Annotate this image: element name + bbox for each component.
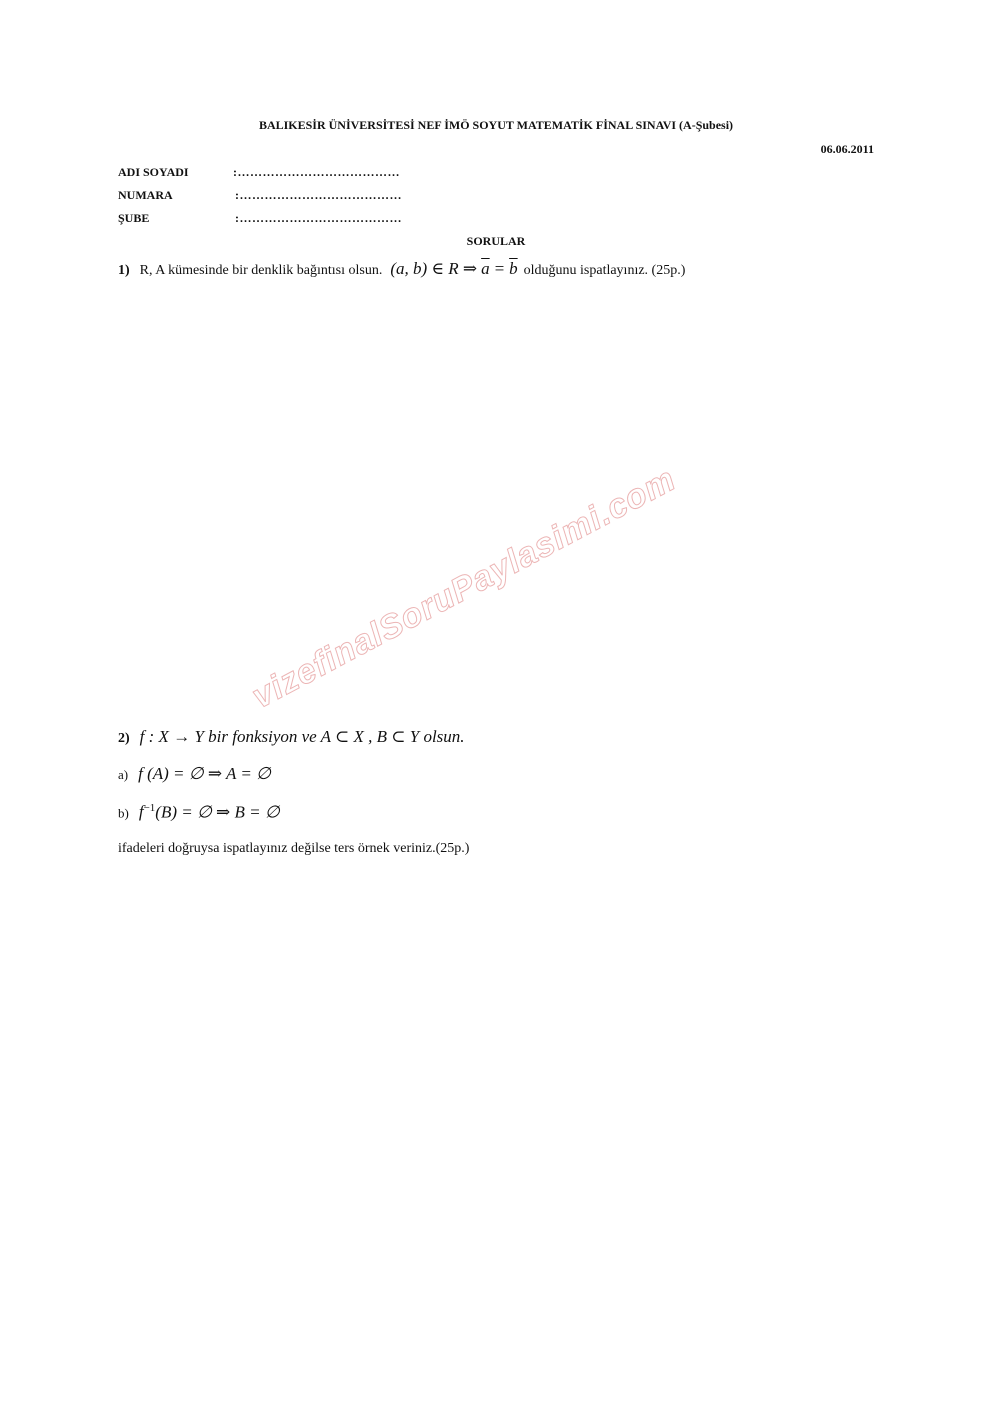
watermark: vizefinalSoruPaylasimi.com (245, 459, 683, 716)
question-1-text: R, A kümesinde bir denklik bağıntısı olsun. (139, 263, 383, 278)
question-1-equals: = (493, 259, 506, 278)
number-label: NUMARA (118, 188, 173, 202)
question-1-class-a: $\overline{a}$ (481, 259, 490, 278)
branch-label: ŞUBE (118, 211, 150, 225)
question-1-class-b: $\overline{b}$ (509, 259, 518, 278)
question-2-number: 2) (118, 731, 130, 746)
part-b-formula: (B) = ∅ ⇒ B = ∅ (155, 802, 280, 822)
name-field: :………………………………… (233, 165, 400, 179)
part-b-function: f (138, 802, 144, 822)
question-1-ending: olduğunu ispatlayınız. (25p.) (523, 263, 686, 278)
name-label: ADI SOYADI (118, 165, 189, 179)
exam-date: 06.06.2011 (820, 142, 874, 156)
section-title: SORULAR (466, 234, 526, 248)
exam-title: BALIKESİR ÜNİVERSİTESİ NEF İMÖ SOYUT MATEMATİK FİNAL SINAVI (A-Şubesi) (258, 118, 734, 132)
question-1 (118, 259, 685, 279)
question-2-part-a (118, 764, 271, 784)
number-field: :………………………………… (235, 188, 402, 202)
question-2-statement: f : X → Y bir fonksiyon ve A ⊂ X , B ⊂ Y olsun. (139, 727, 465, 746)
part-a-label: a) (118, 767, 129, 782)
part-b-label: b) (118, 805, 129, 821)
question-2-closing: ifadeleri doğruysa ispatlayınız değilse ters örnek veriniz.(25p.) (118, 841, 470, 856)
branch-field: :………………………………… (235, 211, 402, 225)
question-2 (118, 727, 465, 747)
question-2-part-b (118, 802, 280, 822)
part-b-inverse-exponent: −1 (143, 802, 156, 814)
part-a-formula: f (A) = ∅ ⇒ A = ∅ (138, 764, 271, 783)
question-1-number: 1) (118, 263, 130, 278)
question-1-math: (a, b) ∈ R ⇒ (390, 259, 478, 278)
